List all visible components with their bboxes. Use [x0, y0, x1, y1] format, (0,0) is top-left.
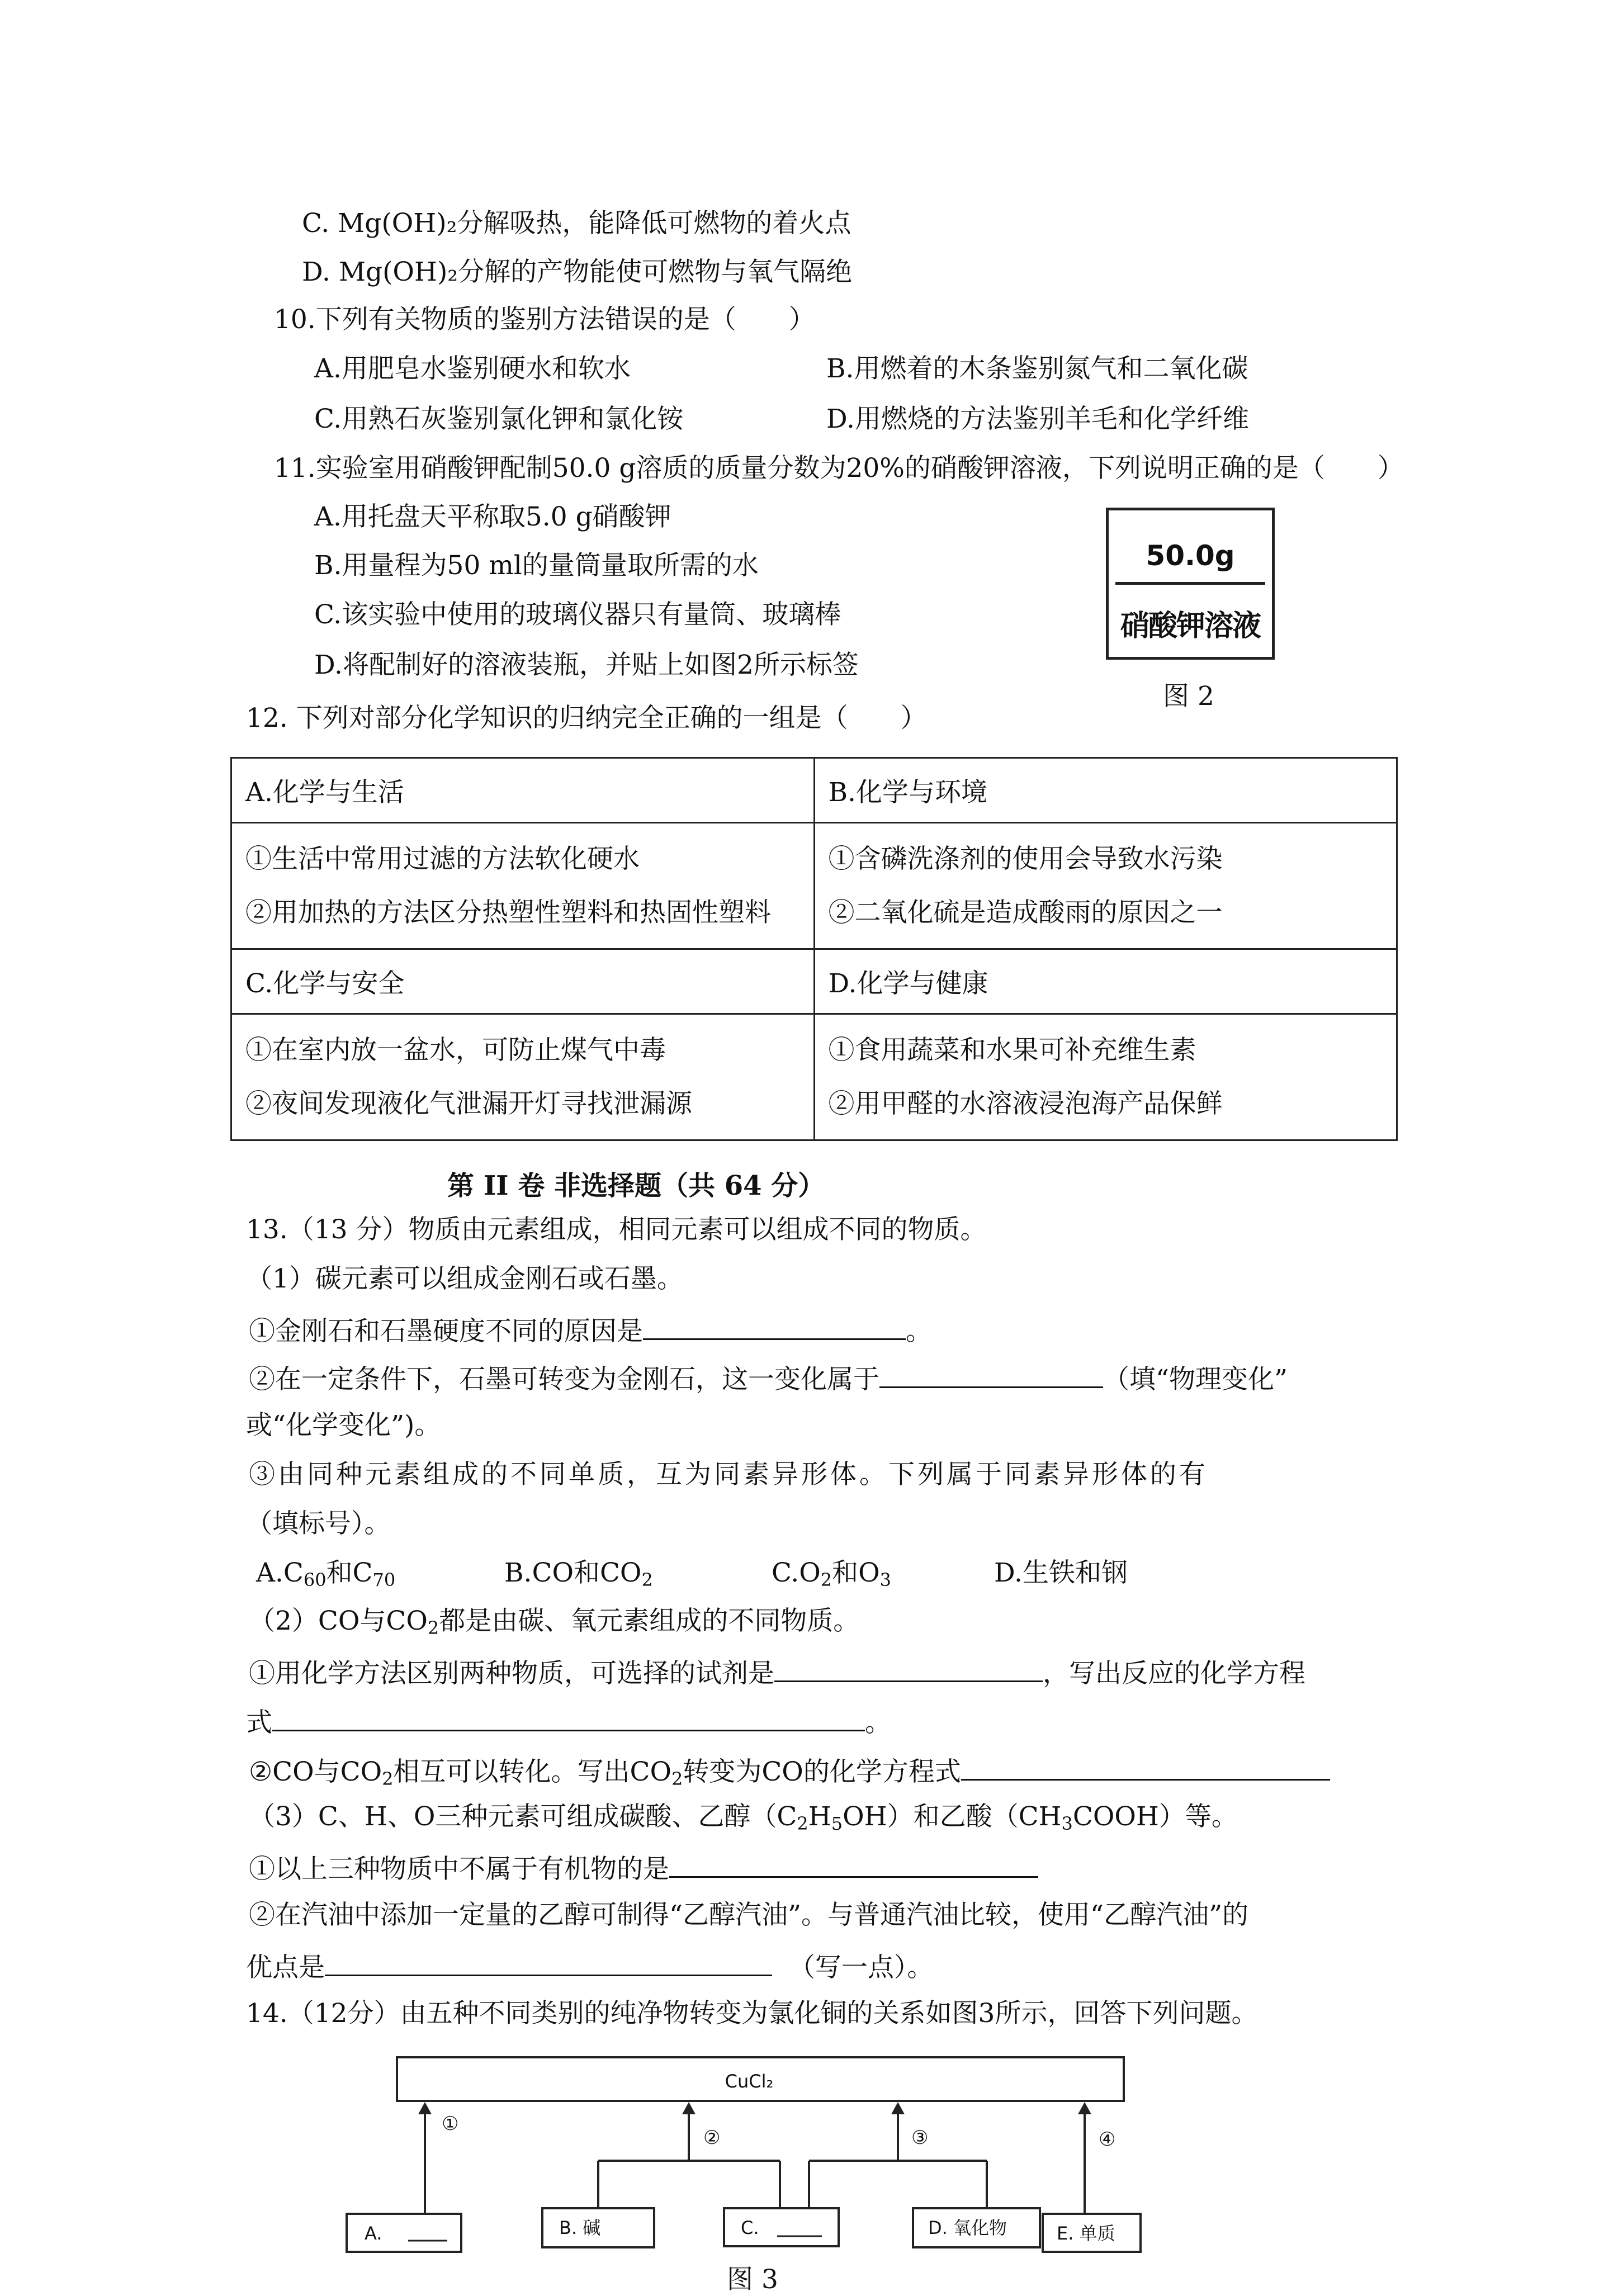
- q11-option-d: D.将配制好的溶液装瓶，并贴上如图2所示标签: [314, 650, 859, 680]
- q11-option-b: B.用量程为50 ml的量筒量取所需的水: [314, 550, 759, 581]
- q13-3-2-end: （写一点）。: [788, 1952, 934, 1983]
- figure-3-diagram: [335, 2046, 1185, 2259]
- q13-p3-c: OH）和乙酸（CH: [843, 1801, 1062, 1832]
- q13-p3-sub2: 5: [831, 1813, 843, 1834]
- q13-2-1-reagent-blank[interactable]: [774, 1654, 1043, 1682]
- label-divider: [1115, 582, 1265, 585]
- q13-1-2-text: ②在一定条件下，石墨可转变为金刚石，这一变化属于: [249, 1364, 879, 1395]
- q13-1-2-end: （填“物理变化”: [1103, 1364, 1288, 1395]
- q10-option-a: A.用肥皂水鉴别硬水和软水: [314, 353, 631, 384]
- q9-option-c: C. Mg(OH)₂分解吸热，能降低可燃物的着火点: [302, 208, 851, 239]
- q12-d-item-2: ②用甲醛的水溶液浸泡海产品保鲜: [828, 1088, 1223, 1119]
- q12-c-item-1: ①在室内放一盆水，可防止煤气中毒: [245, 1034, 666, 1066]
- q13-p3-b: H: [808, 1801, 831, 1832]
- arrow-label-3: ③: [911, 2127, 929, 2149]
- q13-1-1-end: 。: [906, 1316, 932, 1347]
- q12-cell-c-body: [231, 1014, 815, 1140]
- q13-opt-b-sub: 2: [641, 1569, 653, 1590]
- q13-1-2-answer-blank[interactable]: [879, 1360, 1103, 1388]
- q13-part-2: [249, 1604, 859, 1638]
- q13-1-2-cont: 或“化学变化”)。: [246, 1410, 441, 1441]
- q12-a-item-1: ①生活中常用过滤的方法软化硬水: [245, 843, 640, 874]
- q13-2-1-cont: [246, 1703, 891, 1740]
- q13-stem: 13.（13 分）物质由元素组成，相同元素可以组成不同的物质。: [246, 1214, 987, 1245]
- q11-option-a: A.用托盘天平称取5.0 g硝酸钾: [314, 501, 671, 532]
- q13-part-3: [249, 1800, 1238, 1834]
- q13-3-2-cont: [246, 1948, 933, 1985]
- q13-p3-sub1: 2: [797, 1813, 808, 1834]
- q10-option-b: B.用燃着的木条鉴别氮气和二氧化碳: [826, 353, 1248, 384]
- q14-stem: 14.（12分）由五种不同类别的纯净物转变为氯化铜的关系如图3所示，回答下列问题。: [246, 1998, 1258, 2029]
- arrow-label-2: ②: [703, 2127, 721, 2149]
- q13-2-1-cont-text: 式: [246, 1707, 272, 1738]
- q13-2-2-equation-blank[interactable]: [961, 1752, 1330, 1781]
- q9-option-d: D. Mg(OH)₂分解的产物能使可燃物与氧气隔绝: [302, 257, 853, 287]
- q13-2-2-sub2: 2: [671, 1768, 683, 1790]
- q13-3-1: [249, 1849, 1038, 1886]
- figure-3-caption: 图 3: [727, 2264, 778, 2295]
- q11-stem: 11.实验室用硝酸钾配制50.0 g溶质的质量分数为20%的硝酸钾溶液，下列说明正确的是（ ）: [274, 453, 1404, 484]
- q13-p2-sub: 2: [427, 1617, 439, 1639]
- q13-2-1-end: ，写出反应的化学方程: [1043, 1658, 1305, 1689]
- q13-2-2-b: 相互可以转化。写出CO: [393, 1757, 671, 1787]
- q10-option-c: C.用熟石灰鉴别氯化钾和氯化铵: [314, 404, 684, 434]
- q13-p2-a: （2）CO与CO: [249, 1606, 428, 1636]
- q12-a-item-2: ②用加热的方法区分热塑性塑料和热固性塑料: [245, 897, 771, 928]
- arrow-label-4: ④: [1099, 2128, 1116, 2151]
- box-d-label: D. 氧化物: [928, 2217, 1007, 2238]
- q13-1-2: [249, 1360, 1288, 1396]
- q12-cell-a-head: A.化学与生活: [231, 758, 815, 823]
- label-mass-text: 50.0g: [1146, 539, 1235, 572]
- q13-2-2-c: 转变为CO的化学方程式: [683, 1757, 961, 1787]
- q13-opt-a-sub1: 60: [303, 1569, 327, 1590]
- q12-b-item-1: ①含磷洗涤剂的使用会导致水污染: [828, 843, 1223, 874]
- q13-opt-a-sub2: 70: [372, 1569, 396, 1590]
- label-name-text: 硝酸钾溶液: [1120, 609, 1260, 643]
- arrowhead-4: [1078, 2102, 1091, 2114]
- box-a-label: A.: [365, 2223, 382, 2244]
- q12-cell-a-body: [231, 823, 815, 949]
- q13-opt-c-mid: 和O: [832, 1558, 880, 1588]
- q13-3-1-text: ①以上三种物质中不属于有机物的是: [249, 1854, 669, 1885]
- box-b-label: B. 碱: [559, 2217, 601, 2238]
- q13-p3-a: （3）C、H、O三种元素可组成碳酸、乙醇（C: [249, 1801, 797, 1832]
- arrow-label-1: ①: [442, 2113, 459, 2135]
- q13-opt-c-sub2: 3: [879, 1569, 892, 1590]
- box-e-label: E. 单质: [1057, 2223, 1115, 2244]
- box-c-label: C.: [741, 2217, 759, 2238]
- q12-cell-c-head: C.化学与安全: [231, 949, 815, 1014]
- q11-option-c: C.该实验中使用的玻璃仪器只有量筒、玻璃棒: [314, 599, 841, 630]
- q13-option-c: [772, 1556, 891, 1590]
- q13-opt-a-mid: 和C: [326, 1558, 373, 1588]
- q12-table: [230, 757, 1398, 1141]
- q12-cell-d-head: D.化学与健康: [814, 949, 1397, 1014]
- q13-part-1: （1）碳元素可以组成金刚石或石墨。: [246, 1263, 683, 1294]
- q12-cell-b-body: [814, 823, 1397, 949]
- q13-3-2-answer-blank[interactable]: [325, 1948, 772, 1976]
- cucl2-label: CuCl₂: [725, 2071, 774, 2092]
- q13-p3-sub3: 3: [1061, 1813, 1073, 1834]
- q13-opt-a-prefix: A.C: [256, 1558, 304, 1588]
- q13-2-1-text: ①用化学方法区别两种物质，可选择的试剂是: [249, 1658, 774, 1689]
- section-2-title: 第 II 卷 非选择题（共 64 分）: [447, 1170, 825, 1201]
- q13-option-d: D.生铁和钢: [994, 1558, 1128, 1588]
- arrowhead-1: [418, 2102, 432, 2114]
- q12-c-item-2: ②夜间发现液化气泄漏开灯寻找泄漏源: [245, 1088, 692, 1119]
- q13-3-2: ②在汽油中添加一定量的乙醇可制得“乙醇汽油”。与普通汽油比较，使用“乙醇汽油”的: [249, 1900, 1249, 1930]
- arrowhead-2: [682, 2102, 696, 2114]
- q13-1-1: [249, 1312, 932, 1348]
- q13-1-3: ③由同种元素组成的不同单质，互为同素异形体。下列属于同素异形体的有: [249, 1459, 1208, 1490]
- figure-2-caption: 图 2: [1163, 681, 1214, 712]
- q13-1-3-cont: （填标号）。: [246, 1508, 391, 1539]
- q12-cell-d-body: [814, 1014, 1397, 1140]
- q13-2-2-a: ②CO与CO: [249, 1757, 382, 1787]
- q13-option-a: [256, 1556, 395, 1590]
- q13-1-1-text: ①金刚石和石墨硬度不同的原因是: [249, 1316, 643, 1347]
- q13-2-1: [249, 1654, 1305, 1691]
- q12-d-item-1: ①食用蔬菜和水果可补充维生素: [828, 1034, 1196, 1066]
- q12-b-item-2: ②二氧化硫是造成酸雨的原因之一: [828, 897, 1223, 928]
- q13-option-b: [504, 1556, 653, 1590]
- q12-cell-b-head: B.化学与环境: [814, 758, 1397, 823]
- connector-lines: [425, 2106, 1085, 2214]
- q13-2-1-equation-blank[interactable]: [272, 1703, 865, 1731]
- q10-option-d: D.用燃烧的方法鉴别羊毛和化学纤维: [826, 404, 1249, 434]
- q13-2-1-cont-end: 。: [865, 1707, 891, 1738]
- q13-3-2-cont-text: 优点是: [246, 1952, 325, 1983]
- reagent-label-figure: [1106, 508, 1275, 660]
- q13-opt-b-prefix: B.CO和CO: [504, 1558, 642, 1588]
- q13-opt-c-prefix: C.O: [772, 1558, 821, 1588]
- q13-opt-c-sub1: 2: [820, 1569, 832, 1590]
- q13-3-1-answer-blank[interactable]: [669, 1849, 1038, 1878]
- box-a: [347, 2214, 461, 2252]
- q13-2-2-sub1: 2: [382, 1768, 394, 1790]
- q13-1-1-answer-blank[interactable]: [643, 1312, 906, 1340]
- arrowheads: [418, 2102, 1091, 2114]
- q13-2-2: [249, 1752, 1330, 1789]
- q12-stem: 12. 下列对部分化学知识的归纳完全正确的一组是（ ）: [246, 703, 927, 733]
- arrowhead-3: [891, 2102, 905, 2114]
- q13-p2-b: 都是由碳、氧元素组成的不同物质。: [439, 1606, 860, 1636]
- q13-p3-d: COOH）等。: [1072, 1801, 1238, 1832]
- q10-stem: 10.下列有关物质的鉴别方法错误的是（ ）: [274, 304, 815, 335]
